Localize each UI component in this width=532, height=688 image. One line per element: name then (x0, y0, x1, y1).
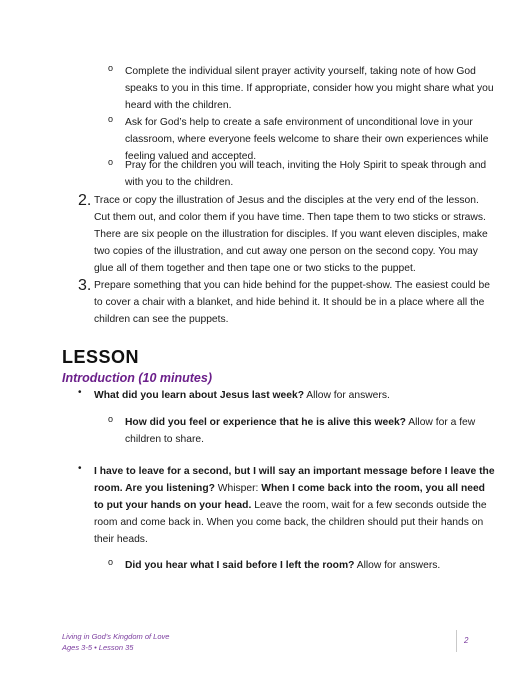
numbered-item-text: Prepare something that you can hide behind for the puppet-show. The easiest could be to cover a chair with a blanket, and hide behind it. It should be in a place where all the children can see the puppets. (94, 280, 490, 325)
instruction-text: Allow for answers. (304, 390, 390, 401)
bullet-marker: o (108, 114, 114, 124)
prep-numbered-item (78, 192, 496, 277)
footer-divider (456, 630, 457, 652)
instruction-text: Whisper: (214, 483, 262, 494)
item-number: 2. (78, 192, 92, 209)
bullet-marker: o (108, 63, 114, 73)
bullet-marker: • (78, 463, 82, 474)
bullet-marker: o (108, 157, 114, 167)
numbered-item-text: Trace or copy the illustration of Jesus and the disciples at the very end of the lesson. Cut them out, and color them if you have time. Then tape them to two sticks or straws. There are six people on the illustration for disciples. If you want eleven disciples, make two copies of the illustration, and cut away one person on the second copy. You may glue all of them together and then tape one or two sticks to the puppet. (94, 195, 488, 274)
footer-course-info (62, 631, 169, 653)
bullet-marker: o (108, 557, 114, 567)
bullet-marker: • (78, 387, 82, 398)
sub-bullet-text: Pray for the children you will teach, inviting the Holy Spirit to speak through and with you to the children. (125, 160, 487, 188)
page-number: 2 (464, 636, 469, 645)
question-text: What did you learn about Jesus last week? (94, 390, 304, 401)
instruction-text: Leave the room, wait for a few seconds outside the room and come back in. When you come back, the children should put their hands on their heads. (94, 500, 487, 545)
lesson-bullet (78, 463, 496, 548)
prep-numbered-item (78, 277, 496, 328)
item-number: 3. (78, 277, 92, 294)
prep-sub-bullet (108, 157, 495, 191)
lesson-sub-bullet-text (125, 414, 495, 448)
whisper-text: When I come back into the room, you all need to put your hands on your head. (94, 483, 485, 511)
sub-bullet-text: Complete the individual silent prayer activity yourself, taking note of how God speaks to you in this time. If appropriate, consider how you might share what you heard with the children. (125, 66, 494, 111)
lesson-bullet (78, 387, 496, 404)
lesson-sub-bullet (108, 414, 495, 448)
lesson-sub-bullet (108, 557, 495, 574)
footer-course-meta: Ages 3-5 • Lesson 35 (62, 643, 134, 652)
question-text: How did you feel or experience that he is alive this week? (125, 417, 406, 428)
lesson-bullet-text (94, 463, 496, 548)
statement-text: I have to leave for a second, but I will say an important message before I leave the room. Are you listening? (94, 466, 495, 494)
sub-bullet-text: Ask for God’s help to create a safe environment of unconditional love in your classroom, where everyone feels welcome to share their own experiences while feeling valued and accepted. (125, 117, 489, 162)
instruction-text: Allow for answers. (354, 560, 441, 571)
prep-sub-bullet (108, 63, 495, 114)
question-text: Did you hear what I said before I left the room? (125, 560, 355, 571)
footer-course-title: Living in God’s Kingdom of Love (62, 632, 170, 641)
introduction-subheading: Introduction (10 minutes) (62, 371, 212, 385)
lesson-heading: LESSON (62, 347, 140, 367)
bullet-marker: o (108, 414, 114, 424)
instruction-text: Allow for a few children to share. (125, 417, 476, 445)
lesson-sub-bullet-text (125, 557, 495, 574)
lesson-bullet-text (94, 387, 496, 404)
